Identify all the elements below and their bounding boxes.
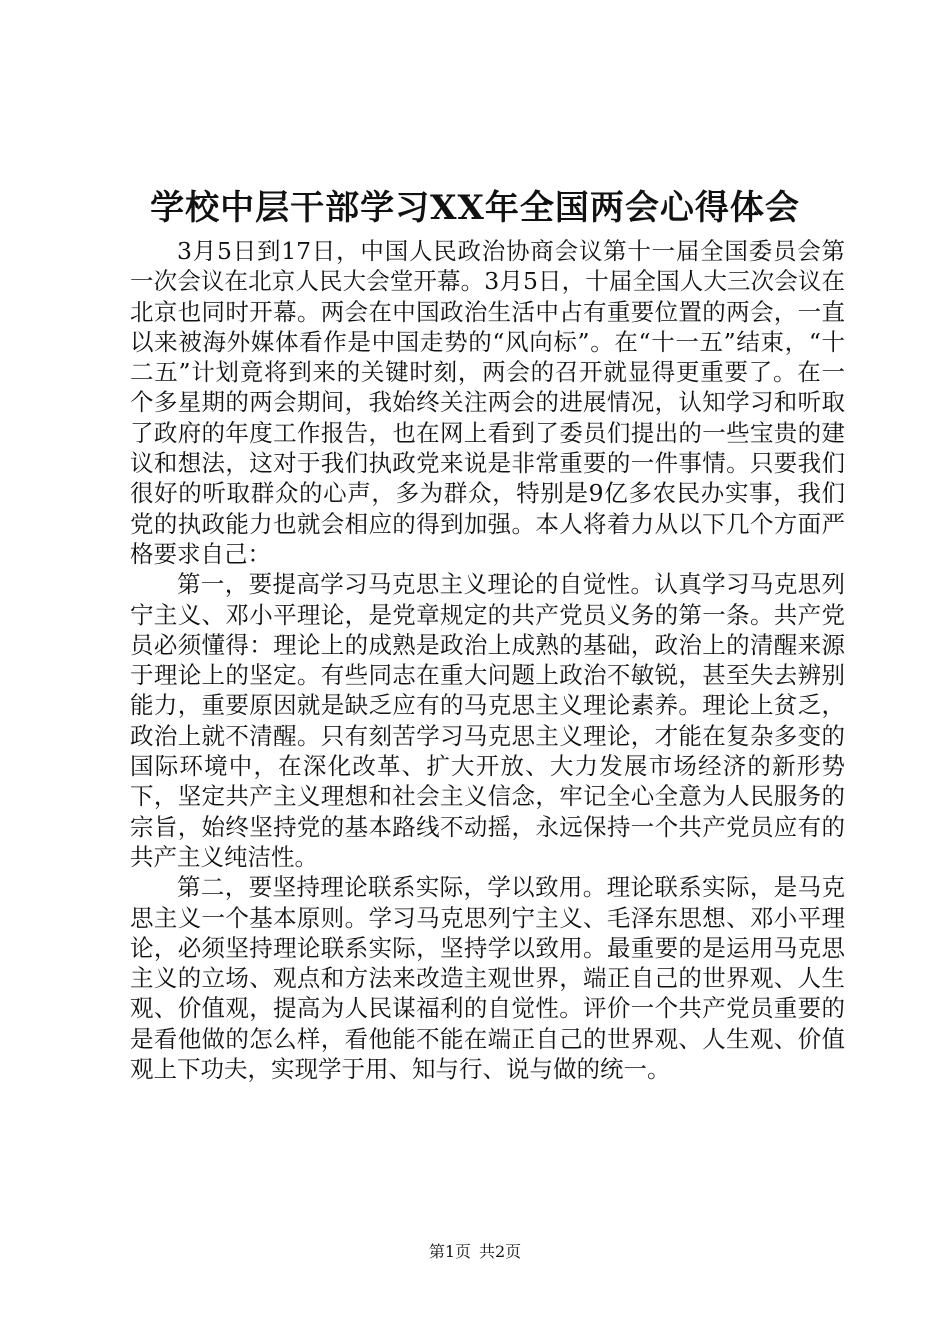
paragraph-first-point: 第一，要提高学习马克思主义理论的自觉性。认真学习马克思列宁主义、邓小平理论，是党章规定的共产党员义务的第一条。共产党员必须懂得：理论上的成熟是政治上成熟的基础，政治上的清醒来源于理论上的坚定。有些同志在重大问题上政治不敏锐，甚至失去辨别能力，重要原因就是缺乏应有的马克思主义理论素养。理论上贫乏，政治上就不清醒。只有刻苦学习马克思主义理论，才能在复杂多变的国际环境中，在深化改革、扩大开放、大力发展市场经济的新形势下，坚定共产主义理想和社会主义信念，牢记全心全意为人民服务的宗旨，始终坚持党的基本路线不动摇，永远保持一个共产党员应有的共产主义纯洁性。: [130, 570, 845, 871]
paragraph-intro: 3月5日到17日，中国人民政治协商会议第十一届全国委员会第一次会议在北京人民大会堂开幕。3月5日，十届全国人大三次会议在北京也同时开幕。两会在中国政治生活中占有重要位置的两会，一直以来被海外媒体看作是中国走势的“风向标”。在“十一五”结束，“十二五”计划竟将到来的关键时刻，两会的召开就显得更重要了。在一个多星期的两会期间，我始终关注两会的进展情况，认知学习和听取了政府的年度工作报告，也在网上看到了委员们提出的一些宝贵的建议和想法，这对于我们执政党来说是非常重要的一件事情。只要我们很好的听取群众的心声，多为群众，特别是9亿多农民办实事，我们党的执政能力也就会相应的得到加强。本人将着力从以下几个方面严格要求自己：: [130, 237, 845, 568]
document-body: [130, 236, 845, 1084]
document-title: 学校中层干部学习XX年全国两会心得体会: [150, 188, 800, 228]
page-number-total: 共2页: [479, 1242, 522, 1261]
paragraph-second-point: 第二，要坚持理论联系实际，学以致用。理论联系实际，是马克思主义一个基本原则。学习马克思列宁主义、毛泽东思想、邓小平理论，必须坚持理论联系实际，坚持学以致用。最重要的是运用马克思主义的立场、观点和方法来改造主观世界，端正自己的世界观、人生观、价值观，提高为人民谋福利的自觉性。评价一个共产党员重要的是看他做的怎么样，看他能不能在端正自己的世界观、人生观、价值观上下功夫，实现学于用、知与行、说与做的统一。: [130, 873, 845, 1084]
page-number-current: 第1页: [428, 1242, 471, 1261]
page-footer: [0, 1240, 950, 1264]
